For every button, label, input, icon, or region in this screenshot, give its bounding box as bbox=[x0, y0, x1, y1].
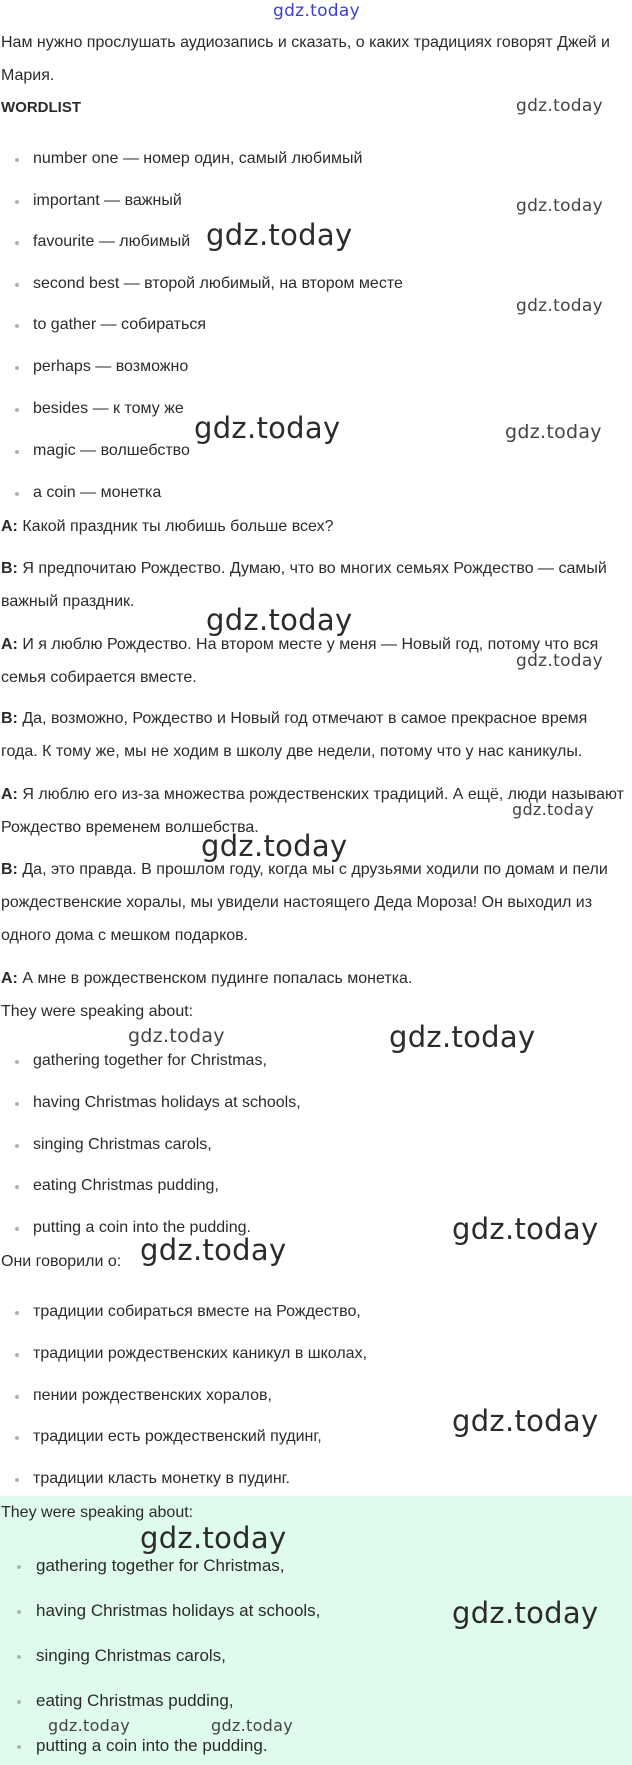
list-item: singing Christmas carols, bbox=[0, 1641, 632, 1671]
watermark: gdz.today bbox=[516, 651, 603, 671]
wordlist-item: important — важный bbox=[0, 186, 632, 216]
russian-heading: Они говорили о: bbox=[1, 1253, 122, 1270]
watermark: gdz.today bbox=[452, 1212, 599, 1246]
bullet-icon bbox=[15, 366, 19, 370]
watermark: gdz.today bbox=[452, 1596, 599, 1630]
list-item: gathering together for Christmas, bbox=[0, 1046, 632, 1076]
list-item: putting a coin into the pudding. bbox=[0, 1731, 632, 1761]
bullet-icon bbox=[15, 1395, 19, 1399]
bullet-icon bbox=[15, 1436, 19, 1440]
bullet-icon bbox=[15, 324, 19, 328]
wordlist-item: perhaps — возможно bbox=[0, 352, 632, 382]
dialogue-line: A: Какой праздник ты любишь больше всех? bbox=[1, 518, 334, 535]
wordlist-item: to gather — собираться bbox=[0, 310, 632, 340]
bullet-icon bbox=[15, 1311, 19, 1315]
dialogue-line: B: Да, это правда. В прошлом году, когда мы с друзьями ходили по домам и пели рождественские хоралы, мы увидели настоящего Деда Мороза! Он выходил из одного дома с мешком подарков. bbox=[1, 861, 608, 944]
bullet-icon bbox=[15, 283, 19, 287]
list-item: традиции собираться вместе на Рождество, bbox=[0, 1297, 632, 1327]
header-watermark: gdz.today bbox=[273, 1, 360, 21]
watermark: gdz.today bbox=[48, 1716, 130, 1735]
bullet-icon bbox=[15, 1353, 19, 1357]
watermark: gdz.today bbox=[452, 1404, 599, 1438]
intro-paragraph: Нам нужно прослушать аудиозапись и сказать, о каких традициях говорят Джей и Мария. bbox=[1, 34, 610, 84]
watermark: gdz.today bbox=[516, 296, 603, 316]
list-item: having Christmas holidays at schools, bbox=[0, 1088, 632, 1118]
watermark: gdz.today bbox=[211, 1716, 293, 1735]
dialogue-line: A: А мне в рождественском пудинге попалась монетка. bbox=[1, 970, 413, 987]
bullet-icon bbox=[15, 1227, 19, 1231]
watermark: gdz.today bbox=[140, 1233, 287, 1267]
bullet-icon bbox=[15, 492, 19, 496]
wordlist-item: besides — к тому же bbox=[0, 394, 632, 424]
bullet-icon bbox=[15, 241, 19, 245]
wordlist-title: WORDLIST bbox=[1, 99, 81, 116]
watermark: gdz.today bbox=[516, 196, 603, 216]
bullet-icon bbox=[17, 1610, 21, 1614]
list-item: gathering together for Christmas, bbox=[0, 1551, 632, 1581]
wordlist-item: number one — номер один, самый любимый bbox=[0, 144, 632, 174]
list-item: традиции рождественских каникул в школах, bbox=[0, 1339, 632, 1369]
bullet-icon bbox=[15, 200, 19, 204]
watermark: gdz.today bbox=[140, 1521, 287, 1555]
watermark: gdz.today bbox=[201, 829, 348, 863]
list-item: традиции класть монетку в пудинг. bbox=[0, 1464, 632, 1494]
dialogue-line: B: Да, возможно, Рождество и Новый год отмечают в самое прекрасное время года. К тому же, мы не ходим в школу две недели, потому что у нас каникулы. bbox=[1, 710, 588, 760]
bullet-icon bbox=[15, 1060, 19, 1064]
bullet-icon bbox=[17, 1700, 21, 1704]
wordlist-item: magic — волшебство bbox=[0, 436, 632, 466]
watermark: gdz.today bbox=[512, 800, 594, 819]
dialogue-line: B: Я предпочитаю Рождество. Думаю, что во многих семьях Рождество — самый важный праздник. bbox=[1, 560, 607, 610]
wordlist-item: second best — второй любимый, на втором месте bbox=[0, 269, 632, 299]
english-heading: They were speaking about: bbox=[1, 1003, 194, 1020]
wordlist-item: a coin — монетка bbox=[0, 478, 632, 508]
answer-heading: They were speaking about: bbox=[1, 1504, 194, 1521]
dialogue-line: A: Я люблю его из-за множества рождественских традиций. А ещё, люди называют Рождество временем волшебства. bbox=[1, 786, 624, 836]
list-item: having Christmas holidays at schools, bbox=[0, 1596, 632, 1626]
watermark: gdz.today bbox=[505, 421, 602, 443]
wordlist-item: favourite — любимый bbox=[0, 227, 632, 257]
list-item: putting a coin into the pudding. bbox=[0, 1213, 632, 1243]
list-item: традиции есть рождественский пудинг, bbox=[0, 1422, 632, 1452]
watermark: gdz.today bbox=[516, 96, 603, 116]
watermark: gdz.today bbox=[206, 218, 353, 252]
list-item: singing Christmas carols, bbox=[0, 1130, 632, 1160]
watermark: gdz.today bbox=[128, 1025, 225, 1047]
list-item: eating Christmas pudding, bbox=[0, 1686, 632, 1716]
list-item: пении рождественских хоралов, bbox=[0, 1381, 632, 1411]
bullet-icon bbox=[15, 408, 19, 412]
bullet-icon bbox=[15, 1144, 19, 1148]
bullet-icon bbox=[15, 158, 19, 162]
bullet-icon bbox=[17, 1745, 21, 1749]
bullet-icon bbox=[15, 1185, 19, 1189]
bullet-icon bbox=[17, 1655, 21, 1659]
bullet-icon bbox=[15, 450, 19, 454]
bullet-icon bbox=[15, 1478, 19, 1482]
watermark: gdz.today bbox=[206, 603, 353, 637]
dialogue-line: A: И я люблю Рождество. На втором месте у меня — Новый год, потому что вся семья собирается вместе. bbox=[1, 636, 599, 686]
list-item: eating Christmas pudding, bbox=[0, 1171, 632, 1201]
watermark: gdz.today bbox=[389, 1020, 536, 1054]
watermark: gdz.today bbox=[194, 411, 341, 445]
bullet-icon bbox=[17, 1565, 21, 1569]
bullet-icon bbox=[15, 1102, 19, 1106]
